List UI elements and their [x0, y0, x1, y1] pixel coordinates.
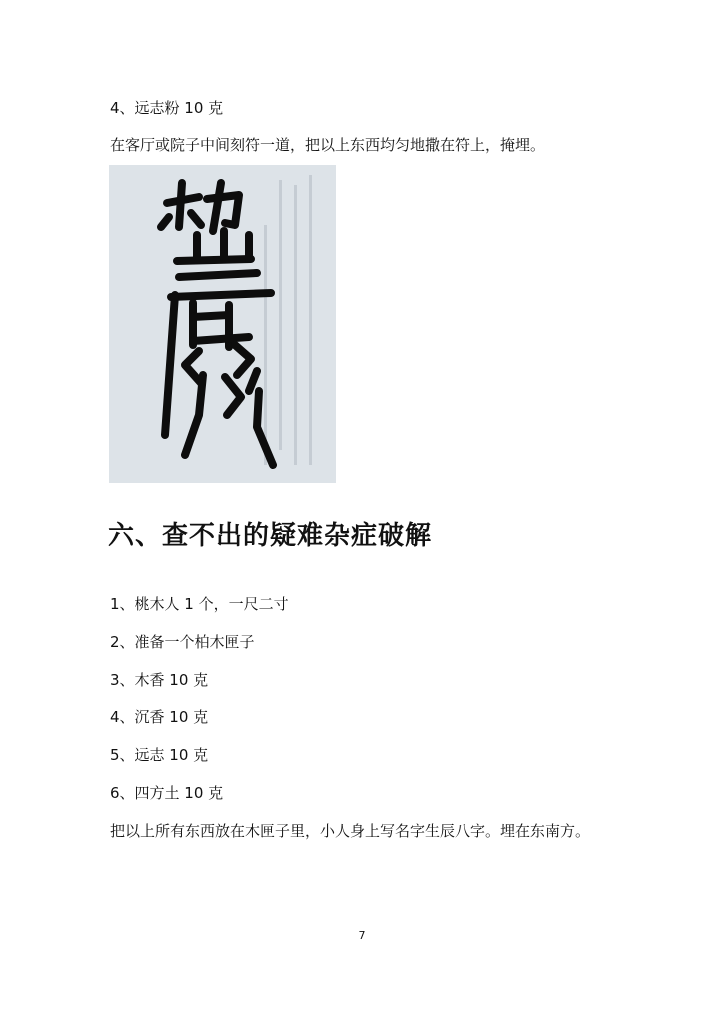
section-heading: 六、查不出的疑难杂症破解 [108, 521, 433, 551]
talisman-image [109, 165, 336, 483]
talisman-icon [109, 165, 336, 483]
page-number: 7 [358, 929, 366, 942]
list-item: 2、准备一个柏木匣子 [110, 633, 255, 651]
list-item: 5、远志 10 克 [110, 746, 209, 764]
list-item: 1、桃木人 1 个，一尺二寸 [110, 595, 289, 613]
list-item: 4、沉香 10 克 [110, 708, 209, 726]
list-item: 6、四方土 10 克 [110, 784, 224, 802]
instruction-text: 在客厅或院子中间刻符一道，把以上东西均匀地撒在符上，掩埋。 [110, 136, 546, 154]
list-item: 3、木香 10 克 [110, 671, 209, 689]
list-item-remedy-4: 4、远志粉 10 克 [110, 99, 224, 117]
section-instruction: 把以上所有东西放在木匣子里，小人身上写名字生辰八字。埋在东南方。 [110, 822, 591, 840]
